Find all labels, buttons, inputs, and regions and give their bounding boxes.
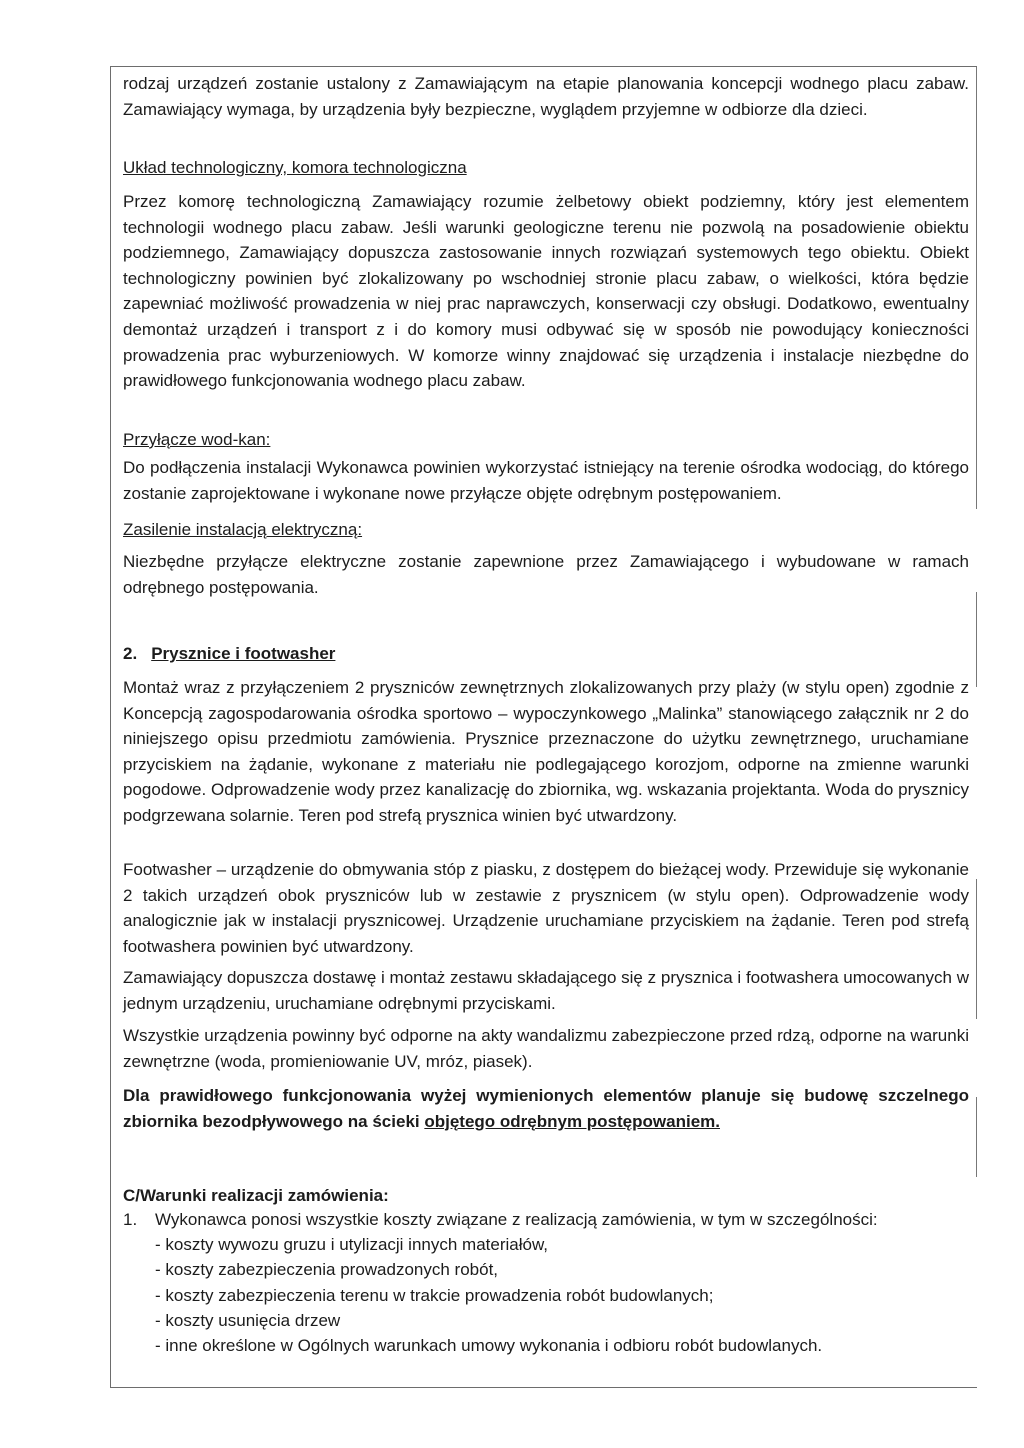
sub-list-item: - inne określone w Ogólnych warunkach umowy wykonania i odbioru robót budowlanych. xyxy=(155,1336,823,1356)
section-2-p1 xyxy=(123,675,969,829)
intro-paragraph: rodzaj urządzeń zostanie ustalony z Zamawiającym na etapie planowania koncepcji wodnego placu zabaw. Zamawiający wymaga, by urządzenia były bezpieczne, wyglądem przyjemne w odbiorze dla dzieci. xyxy=(123,74,969,119)
section-komora xyxy=(123,155,969,181)
bold-note-text: Dla prawidłowego funkcjonowania wyżej wymienionych elementów planuje się budowę szczelnego zbiornika bezodpływowego na ścieki xyxy=(123,1086,969,1131)
section-paragraph: Footwasher – urządzenie do obmywania stóp z piasku, z dostępem do bieżącej wody. Przewiduje się wykonanie 2 takich urządzeń obok pryszniców lub w zestawie z prysznicem (w stylu open). Odprowadzenie wody analogicznie jak w instalacji prysznicowej. Urządzenie uruchamiane przyciskiem na żądanie. Teren pod strefą footwashera powinien być utwardzony. xyxy=(123,860,969,956)
intro-block xyxy=(123,71,969,122)
section-paragraph: Przez komorę technologiczną Zamawiający rozumie żelbetowy obiekt podziemny, który jest elementem technologii wodnego placu zabaw. Jeśli warunki geologiczne terenu nie pozwolą na posadowienie obiektu podziemnego, Zamawiający dopuszcza zastosowanie innych rozwiązań systemowych tego obiektu. Obiekt technologiczny powinien być zlokalizowany po wschodniej stronie placu zabaw, o wielkości, która będzie zapewniać możliwość prowadzenia w niej prac naprawczych, konserwacji czy obsługi. Dodatkowo, ewentualny demontaż urządzeń i transport z i do komory musi odbywać się w sposób nie powodujący konieczności prowadzenia prac wyburzeniowych. W komorze winny znajdować się urządzenia i instalacje niezbędne do prawidłowego funkcjonowania wodnego placu zabaw. xyxy=(123,192,969,391)
bold-note-underlined: objętego odrębnym postępowaniem. xyxy=(424,1111,720,1131)
list-item-number: 1. xyxy=(123,1210,138,1229)
sub-list-item: - koszty usunięcia drzew xyxy=(155,1310,341,1330)
section-heading: Zasilenie instalacją elektryczną: xyxy=(123,520,363,539)
sub-list-item: - koszty zabezpieczenia prowadzonych robót, xyxy=(155,1260,499,1280)
right-margin-line xyxy=(976,592,977,687)
section-zasilanie xyxy=(123,517,969,543)
sub-list-item: - koszty wywozu gruzu i utylizacji innych materiałów, xyxy=(155,1235,549,1255)
section-paragraph: Montaż wraz z przyłączeniem 2 pryszniców zewnętrznych zlokalizowanych przy plaży (w stylu open) zgodnie z Koncepcją zagospodarowania ośrodka sportowo – wypoczynkowego „Malinka” stanowiącego załącznik nr 2 do niniejszego opisu przedmiotu zamówienia. Prysznice przeznaczone do użytku zewnętrznego, uruchamiane przyciskiem na żądanie, wykonane z materiału nie podlegającego korozjom, odporne na zmienne warunki pogodowe. Odprowadzenie wody przez kanalizację do zbiornika, wg. wskazania projektanta. Woda do prysznicy podgrzewana solarnie. Teren pod strefą prysznica winien być utwardzony. xyxy=(123,678,969,825)
section-c-list xyxy=(123,1207,969,1358)
section-2-p3 xyxy=(123,965,969,1016)
list-item xyxy=(123,1207,969,1232)
section-wodkan-body xyxy=(123,455,969,506)
section-2-p2 xyxy=(123,857,969,959)
section-paragraph: Do podłączenia instalacji Wykonawca powinien wykorzystać istniejący na terenie ośrodka wodociąg, do którego zostanie zaprojektowane i wykonane nowe przyłącze objęte odrębnym postępowaniem. xyxy=(123,458,969,503)
section-title: Prysznice i footwasher xyxy=(151,644,336,663)
section-heading: Przyłącze wod-kan: xyxy=(123,430,271,449)
section-number: 2. xyxy=(123,644,138,663)
section-2-heading xyxy=(123,641,969,666)
sub-list-item: - koszty zabezpieczenia terenu w trakcie prowadzenia robót budowlanych; xyxy=(155,1285,714,1305)
list-item-text: Wykonawca ponosi wszystkie koszty związane z realizacją zamówienia, w tym w szczególności: xyxy=(155,1210,878,1229)
section-paragraph: Wszystkie urządzenia powinny być odporne na akty wandalizmu zabezpieczone przed rdzą, odporne na warunki zewnętrzne (woda, promieniowanie UV, mróz, piasek). xyxy=(123,1026,969,1071)
section-2-p4 xyxy=(123,1023,969,1074)
section-paragraph: Niezbędne przyłącze elektryczne zostanie zapewnione przez Zamawiającego i wybudowane w ramach odrębnego postępowania. xyxy=(123,552,969,597)
bold-note xyxy=(123,1083,969,1134)
section-title: C/Warunki realizacji zamówienia: xyxy=(123,1186,389,1205)
section-paragraph: Zamawiający dopuszcza dostawę i montaż zestawu składającego się z prysznica i footwashera umocowanych w jednym urządzeniu, uruchamiane odrębnymi przyciskami. xyxy=(123,968,969,1013)
section-wodkan xyxy=(123,427,969,453)
document-frame xyxy=(110,66,977,1388)
section-2-bold-note xyxy=(123,1083,969,1134)
right-margin-line xyxy=(976,879,977,1019)
section-komora-body xyxy=(123,189,969,394)
section-zasilanie-body xyxy=(123,549,969,600)
section-c-heading xyxy=(123,1183,969,1209)
right-margin-line xyxy=(976,1097,977,1177)
right-margin-line xyxy=(976,67,977,509)
section-heading: Układ technologiczny, komora technologiczna xyxy=(123,158,467,177)
